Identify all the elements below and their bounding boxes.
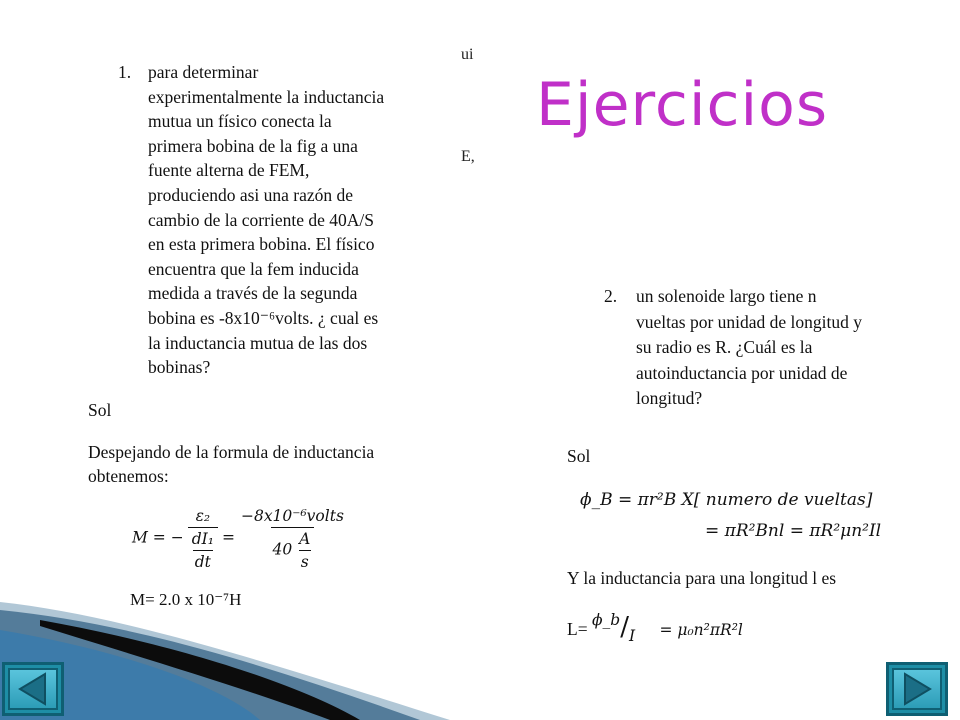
slash: / (620, 612, 629, 642)
problem-2-text (604, 284, 924, 412)
equation-rhs: = μ₀n²πR²l (659, 621, 743, 639)
fraction-denominator (271, 527, 315, 571)
unit-numerator: A (299, 530, 311, 548)
fraction-numerator: ε₂ (195, 507, 211, 525)
fraction-denominator (188, 527, 218, 571)
problem-2-line: vueltas por unidad de longitud y (636, 311, 863, 332)
equals-sign: = (221, 528, 235, 547)
self-inductance-equation (567, 611, 743, 645)
mutual-inductance-equation (132, 507, 346, 571)
flux-equation-line-2: = πR²Bnl = πR²μn²Il (705, 521, 882, 541)
fraction-emf-over-di (188, 507, 218, 571)
derivative-numerator: dI₁ (191, 530, 214, 548)
derivative-denominator: dt (193, 550, 213, 571)
inductance-statement: Y la inductancia para una longitud l es (567, 568, 837, 588)
clipped-text-fragment: ui (461, 46, 474, 63)
equation-prefix: L= (567, 619, 588, 639)
solution-1-intro-line: obtenemos: (88, 466, 169, 486)
problem-1-line: la inductancia mutua de las dos (148, 332, 368, 353)
problem-1-line: bobina es -8x10⁻⁶volts. ¿ cual es (148, 307, 379, 328)
solution-1-intro-line: Despejando de la formula de inductancia (88, 442, 375, 462)
unit-fraction (297, 530, 312, 571)
problem-2-number: 2. (604, 286, 618, 306)
problem-1-line: produciendo asi una razón de (148, 184, 354, 205)
problem-2-line: un solenoide largo tiene n (636, 286, 817, 306)
problem-1-number: 1. (118, 62, 132, 82)
problem-1-line: en esta primera bobina. El físico (148, 234, 375, 255)
problem-2 (604, 284, 924, 412)
problem-2-line: su radio es R. ¿Cuál es la (636, 337, 813, 357)
derivative-fraction (190, 530, 216, 571)
slash-numerator: ϕ_b (591, 611, 621, 629)
arrow-right-icon (899, 672, 935, 706)
equation-lhs: M = − (132, 528, 184, 547)
rate-value: 40 (272, 540, 293, 559)
arrow-left-icon (15, 672, 51, 706)
problem-1-text (118, 60, 418, 380)
problem-1-line: cambio de la corriente de 40A/S (148, 209, 374, 230)
problem-1-line: experimentalmente la inductancia (148, 86, 385, 107)
problem-1-line: para determinar (148, 62, 259, 82)
flux-equation-line-1: ϕ_B = πr²B X[ numero de vueltas] (580, 490, 873, 510)
problem-2-line: autoinductancia por unidad de (636, 362, 848, 383)
problem-1-line: primera bobina de la fig a una (148, 135, 358, 156)
solution-1-intro (88, 440, 418, 488)
problem-1-line: bobinas? (148, 357, 211, 378)
previous-slide-button[interactable] (2, 662, 64, 716)
fraction-numerator: −8x10⁻⁶volts (240, 507, 344, 525)
clipped-text-fragment: E, (461, 148, 475, 165)
slide-title: Ejercicios (536, 70, 829, 140)
solution-2-heading: Sol (567, 446, 591, 466)
result-mutual-inductance: M= 2.0 x 10⁻⁷H (130, 590, 242, 609)
problem-1-line: medida a través de la segunda (148, 283, 358, 304)
problem-1-line: encuentra que la fem inducida (148, 258, 359, 279)
fraction-values (239, 507, 346, 571)
unit-denominator: s (299, 550, 311, 571)
problem-2-line: longitud? (636, 388, 703, 408)
slash-denominator: I (628, 627, 636, 645)
problem-1-line: fuente alterna de FEM, (148, 160, 310, 181)
problem-1-line: mutua un físico conecta la (148, 111, 332, 132)
problem-1 (118, 60, 418, 380)
next-slide-button[interactable] (886, 662, 948, 716)
solution-1-heading: Sol (88, 400, 112, 420)
